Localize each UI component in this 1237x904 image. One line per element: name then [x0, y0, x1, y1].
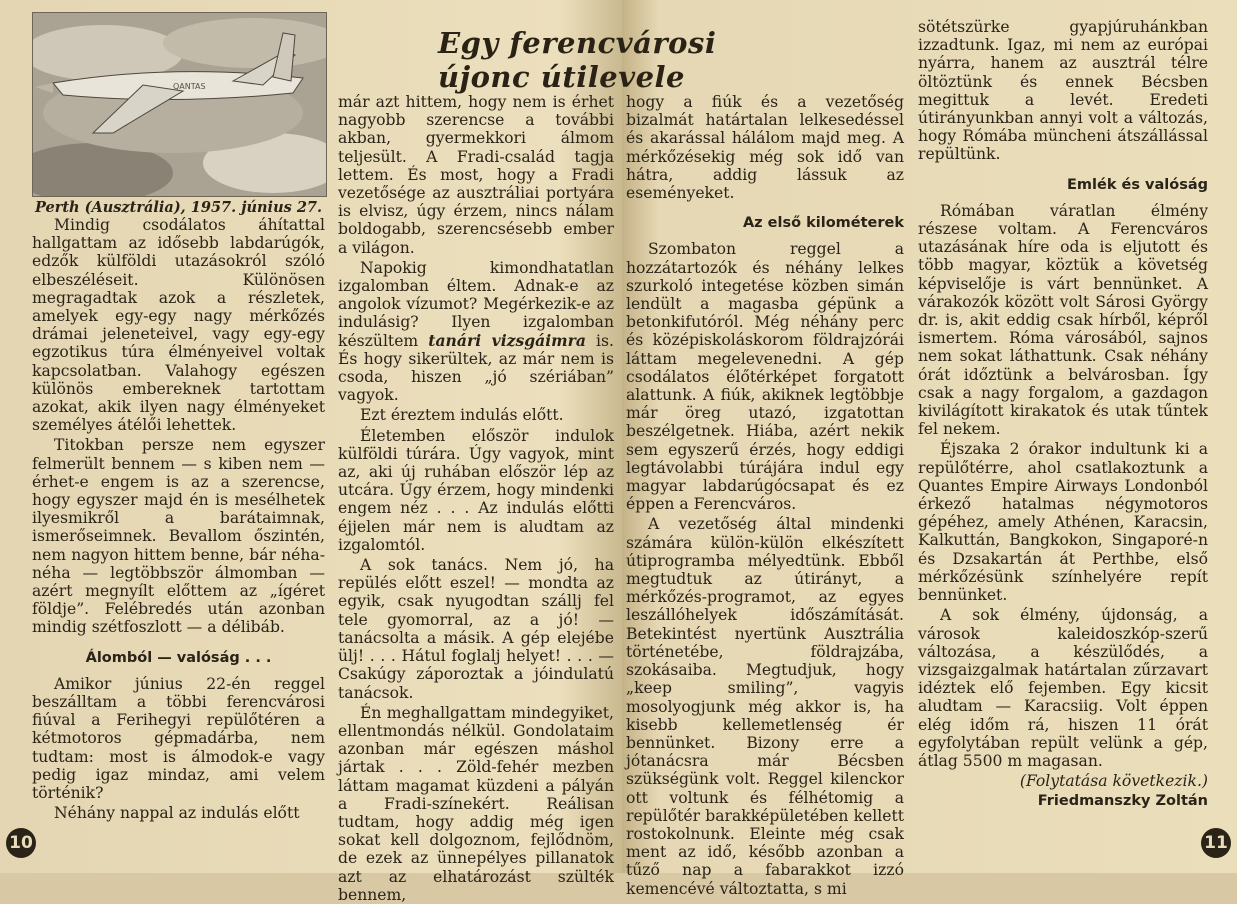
paragraph: A vezetőség által mindenki számára külön-külön elkészített útiprogramba mélyedtünk. Ebből megtudtuk az útirányt, a mérkőzés-programot, az egyes leszállóhelyek időszámítását. Betekintést nyertünk Ausztrália történetébe, földrajzába, szokásaiba. Megtudjuk, hogy „keep smiling”, vagyis mosolyogjunk még akkor is, ha kisebb kellemetlenség ér bennünket. Bizony erre a jótanácsra már Bécsben szükségünk volt. Reggel kilenckor ott voltunk és félhétomig a repülőtér barakképületében kellett rostokolnunk. Eleinte még csak ment az idő, később azonban a tűző nap a fabarakkot izzó kemencévé változtatta, s mi [626, 515, 904, 898]
author-byline: Friedmanszky Zoltán [1037, 793, 1208, 810]
paragraph: Éjszaka 2 órakor indultunk ki a repülőtérre, ahol csatlakoztunk a Quantes Empire Airways Londonból érkező hatalmas négymotoros gépéhez, amely Athénen, Karacsin, Kalkuttán, Bangkokon, Singaporé-n és Dzsakartán át Perthbe, első mérkőzésünk színhelyére repít bennünket. [918, 440, 1208, 605]
paragraph: Amikor június 22-én reggel beszálltam a többi ferencvárosi fiúval a Ferihegyi repülőtéren a kétmotoros gépmadárba, nem tudtam: most is álmodok-e vagy pedig igaz mindaz, ami velem történik? [32, 674, 325, 803]
airline-marking: QANTAS [173, 82, 206, 91]
page-number-left: 10 [6, 828, 36, 858]
paragraph: A sok élmény, újdonság, a városok kaleidoszkóp-szerű változása, a készülődés, a vizsgaizgalmak határtalan zűrzavart idéztek elő fejemben. Egy kicsit aludtam — Karacsiig. Volt éppen elég időm rá, hiszen 11 órát egyfolytában repült velünk a gép, átlag 5500 m magasan. [918, 606, 1208, 770]
paragraph: Életemben először indulok külföldi túrára. Úgy vagyok, mint az, aki új ruhában először lép az utcára. Úgy érzem, hogy mindenki engem néz . . . Az indulás előtti éjjelen már nem is aludtam az izgalomtól. [338, 426, 614, 554]
column-4 [918, 18, 1208, 811]
subheading: Az első kilométerek [742, 215, 904, 232]
paragraph: hogy a fiúk és a vezetőség bizalmát határtalan lelkesedéssel és akarással hálálom majd meg. A mérkőzésekig még sok idő van hátra, addig lássuk az eseményeket. [626, 93, 904, 203]
subheading: Emlék és valóság [1067, 176, 1208, 193]
paragraph: Rómában váratlan élmény részese voltam. A Ferencváros utazásának híre oda is eljutott és több magyar, köztük a követség képviselője is várt bennünket. A várakozók között volt Sárosi György dr. is, akit eddig csak hírből, képről ismertem. Róma városából, sajnos nem sokat láthattunk. Csak néhány órát időztünk a belvárosban. Így csak a nagy forgalom, a gazdagon kivilágított kirakatok és utak tűntek fel nekem. [918, 201, 1208, 439]
airplane-photo [32, 12, 327, 197]
photo-caption: Perth (Ausztrália), 1957. június 27. [34, 199, 323, 216]
paragraph: Ezt éreztem indulás előtt. [360, 406, 564, 425]
continued-note: (Folytatása következik.) [1019, 772, 1208, 791]
paragraph: Én meghallgattam mindegyiket, ellentmondás nélkül. Gondolataim azonban már egészen máshol jártak . . . Zöld-fehér mezben láttam magamat küzdeni a pályán a Fradi-színekért. Reálisan tudtam, hogy addig még igen sokat kell dolgoznom, fejlődnöm, de ezek az ünnepélyes pillanatok azt az elhatározást szülték bennem, [338, 703, 614, 904]
column-2 [338, 93, 614, 904]
column-1 [32, 216, 325, 823]
emphasis: tanári vizsgáimra [428, 330, 587, 350]
paragraph: sötétszürke gyapjúruhánkban izzadtunk. Igaz, mi nem az európai nyárra, hanem az ausztrál télre öltöztünk és ennek Bécsben megittuk a levét. Eredeti útirányunkban annyi volt a változás, hogy Rómába müncheni átszállással repültünk. [918, 18, 1208, 164]
paragraph: Szombaton reggel a hozzátartozók és néhány lelkes szurkoló integetése közben simán lendült a magasba gépünk a betonkifutóról. Még néhány perc és középiskoláskorom földrajzórái láttam megelevenedni. A gép csodálatos élőtérképet forgatott alattunk. A fiúk, akiknek legtöbbje már öreg utazó, izgatottan beszélgetnek. Hiába, azért nekik sem egyszerű érzés, hogy eddigi legtávolabbi túrájára indul egy magyar labdarúgócsapat és ez éppen a Ferencváros. [626, 240, 904, 514]
paragraph: Titokban persze nem egyszer felmerült bennem — s kiben nem — érhet-e engem is az a szerencse, hogy egyszer majd én is mesélhetek ilyesmikről a barátaimnak, ismerőseimnek. Bevallom őszintén, nem nagyon hittem benne, bár néha-néha — legtöbbször álmomban — azért megnyílt előttem az „ígéret földje”. Felébredés után azonban mindig szétfoszlott — a délibáb. [32, 436, 325, 637]
page-number-right: 11 [1201, 828, 1231, 858]
paragraph: A sok tanács. Nem jó, ha repülés előtt eszel! — mondta az egyik, csak nyugodtan szállj fel tele gyomorral, az a jó! — tanácsolta a másik. A gép elejébe ülj! . . . Hátul foglalj helyet! . . . — Csakúgy záporoztak a jóindulatú tanácsok. [338, 556, 614, 702]
column-3 [626, 93, 904, 898]
paragraph: már azt hittem, hogy nem is érhet nagyobb szerencse a további akban, gyermekkori álmom teljesült. A Fradi-család tagja lettem. És most, hogy a Fradi vezetősége az ausztráliai portyára is elvisz, úgy érzem, nincs nálam boldogabb, szerencsésebb ember a világon. [338, 93, 614, 257]
paragraph: Mindig csodálatos áhítattal hallgattam az idősebb labdarúgók, edzők külföldi utazásokról szóló elbeszéléseit. Különösen megragadtak azok a részletek, amelyek egy-egy nagy mérkőzés drámai jeleneteivel, vagy egy-egy egzotikus túra élményeivel voltak kapcsolatban. Valahogy egészen különös embereknek tartottam azokat, akik ilyen nagy élményeket személyes átélői lehettek. [32, 216, 325, 435]
paragraph: Napokig kimondhatatlan izgalomban éltem. Adnak-e az angolok vízumot? Megérkezik-e az indulásig? Ilyen izgalomban készültem tanári vizsgáimra is. És hogy sikerültek, az már nem is csoda, hiszen „jó szériában” vagyok. [338, 258, 614, 405]
article-title: Egy ferencvárosi újonc útilevele [438, 26, 717, 94]
subheading: Álomból — valóság . . . [85, 649, 272, 666]
airplane-illustration [33, 13, 326, 196]
paragraph: Néhány nappal az indulás előtt [54, 804, 300, 823]
